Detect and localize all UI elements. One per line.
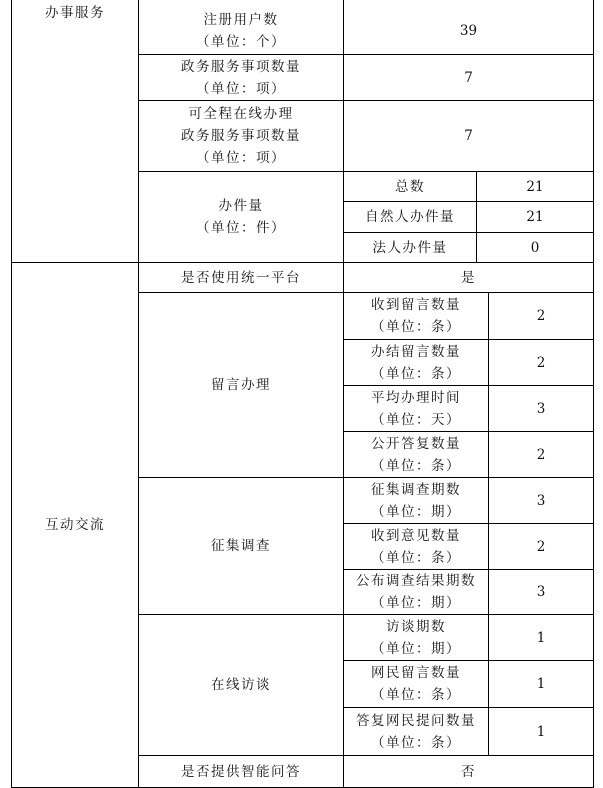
label-line: （单位：件） [196,220,286,236]
value-messages-closed [489,340,593,385]
value-online-items [344,101,593,171]
label-line: 办结留言数量 [371,343,461,360]
sub-label-interview-periods [344,615,488,660]
sub-label-answered-questions [344,708,488,755]
label-line: 法人办件量 [372,239,448,256]
value-published-results [489,570,593,614]
label-line: （单位：期） [371,640,461,657]
row-label-unified-platform [139,263,343,292]
row-label-online-items [139,101,343,171]
label-line: （单位：期） [371,503,461,520]
value-unified-platform [344,263,593,292]
label-line: 政务服务事项数量 [181,128,301,144]
label-line: 征集调查期数 [371,481,461,498]
cell-value: 1 [536,723,546,740]
cell-value: 否 [461,763,476,780]
value-natural-person [477,202,593,232]
section-title: 互动交流 [45,517,105,533]
cell-value: 7 [464,128,473,144]
row-label-smart-qa [139,756,343,787]
label-line: （单位：条） [371,365,461,382]
value-opinions-received [489,524,593,569]
value-average-time [489,386,593,431]
label-line: （单位：个） [196,34,286,50]
value-registered-users [344,8,593,54]
cell-value: 1 [536,676,546,692]
sub-label-public-replies [344,432,488,477]
sub-label-published-results [344,570,488,614]
cell-value: 21 [526,178,544,195]
label-line: 征集调查 [211,538,271,554]
label-line: （单位：条） [371,734,461,751]
sub-label-messages-received [344,293,488,339]
cell-value: 3 [536,584,546,600]
sub-label-total [344,172,476,201]
value-answered-questions [489,708,593,755]
label-line: （单位：条） [371,319,461,335]
sub-label-opinions-received [344,524,488,569]
value-legal-person [477,233,593,262]
cell-value: 2 [536,354,546,371]
cell-value: 2 [536,538,546,555]
cell-value: 2 [536,308,546,324]
value-public-replies [489,432,593,477]
cell-value: 39 [459,23,478,39]
label-line: 公开答复数量 [371,435,461,452]
label-line: 政务服务事项数量 [181,58,301,75]
label-line: 公布调查结果期数 [356,573,476,589]
cell-value: 1 [536,629,546,646]
label-line: （单位：条） [371,687,461,703]
row-label-survey [139,478,343,614]
value-survey-periods [489,478,593,523]
cell-value: 0 [530,239,540,256]
label-line: 是否提供智能问答 [181,763,301,780]
cell-value: 3 [536,400,546,417]
label-line: 留言办理 [211,377,271,393]
cell-value: 21 [526,209,544,225]
value-messages-received [489,293,593,339]
sub-label-netizen-messages [344,661,488,707]
row-label-registered-users [139,8,343,54]
label-line: 办件量 [218,198,264,214]
label-line: （单位：期） [371,595,461,611]
table-border-right [593,0,594,788]
label-line: 注册用户数 [203,12,279,28]
cell-value: 2 [536,446,546,463]
value-smart-qa [344,756,593,787]
cell-value: 7 [464,69,473,86]
label-line: （单位：条） [371,457,461,474]
row-label-message-handling [139,293,343,477]
label-line: 总数 [395,178,425,195]
row-label-service-items [139,55,343,100]
section-title-service [12,0,138,264]
cell-value: 3 [536,492,546,509]
value-interview-periods [489,615,593,660]
label-line: 答复网民提问数量 [356,712,476,729]
row-label-case-volume [139,172,343,262]
sub-label-legal-person [344,233,476,262]
label-line: 是否使用统一平台 [181,269,301,286]
row-label-online-interview [139,615,343,755]
label-line: 平均办理时间 [371,389,461,406]
label-line: 收到留言数量 [371,297,461,313]
label-line: 自然人办件量 [365,209,455,225]
label-line: （单位：项） [196,80,286,97]
value-total [477,172,593,201]
value-service-items [344,55,593,100]
label-line: 在线访谈 [211,677,271,693]
value-netizen-messages [489,661,593,707]
label-line: （单位：天） [371,411,461,428]
label-line: 网民留言数量 [371,665,461,681]
section-title-interaction [12,263,138,787]
sub-label-average-time [344,386,488,431]
sub-label-natural-person [344,202,476,232]
label-line: （单位：条） [371,549,461,566]
sub-label-messages-closed [344,340,488,385]
label-line: 访谈期数 [386,618,446,635]
label-line: 收到意见数量 [371,527,461,544]
section-title: 办事服务 [45,5,105,21]
label-line: 可全程在线办理 [188,106,294,122]
cell-value: 是 [461,269,476,286]
label-line: （单位：项） [196,150,286,166]
sub-label-survey-periods [344,478,488,523]
